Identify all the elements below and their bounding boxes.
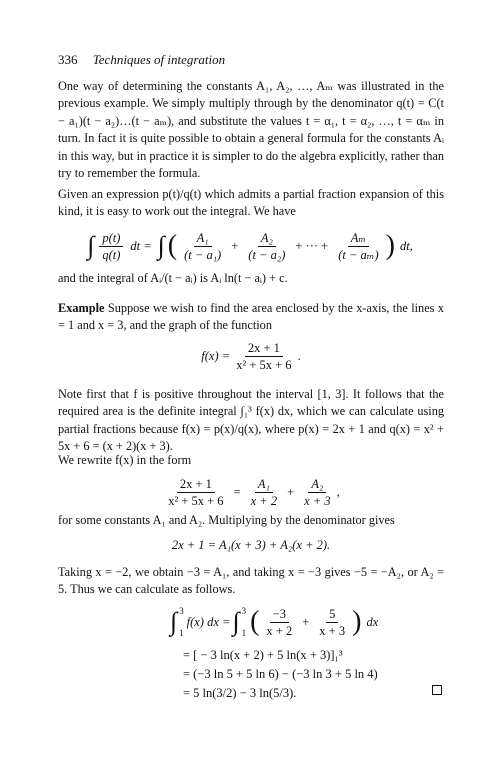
paragraph-constants-multiply: for some constants A₁ and A₂. Multiplying by the denominator gives xyxy=(58,513,395,527)
equation-evaluation-steps: = [ − 3 ln(x + 2) + 5 ln(x + 3)]₁³ = (−3 ln 5 + 5 ln 6) − (−3 ln 3 + 5 ln 4) = 5 ln(3/2) − 3 ln(5/3). xyxy=(183,648,378,700)
paragraph-constants: One way of determining the constants A₁, A₂, …, Aₘ was illustrated in the previous example. We simply multiply through by the denominator q(t) = C(t − a₁)(t − a₂)…(t − aₘ), and substitute the values t = α₁, t = α₂, …, t = αₘ in turn. In fact it is quite possible to obtain a general formula for the constants Aᵢ in this way, but in practice it is simpler to do the algebra explicitly, rather than try to remember the formula. xyxy=(58,79,444,181)
fraction-term-2: $\frac{\text{A₂}}{\text{(t − a₂)}}$ xyxy=(248,230,286,262)
page-number: 336 xyxy=(58,52,78,67)
integral-sign: ∫ xyxy=(157,231,165,260)
paragraph-log-integral: and the integral of Aᵢ/(t − aᵢ) is Aᵢ ln(t − aᵢ) + c. xyxy=(58,271,288,285)
equation-function-f: f(x) = $\frac{2x + 1}{\text{x² + 5x + 6}}$ . xyxy=(201,340,301,372)
fraction-p-over-q: $\frac{p(t)}{q(t)}$ xyxy=(99,231,123,262)
integral-sign: ∫ xyxy=(170,607,178,636)
fraction-term-1: $\frac{\text{A₁}}{\text{(t − a₁)}}$ xyxy=(184,230,222,262)
running-header xyxy=(58,52,225,68)
equation-decomposition: $\frac{2x + 1}{\text{x² + 5x + 6}}$ = $\frac{\text{A₁}}{x + 2}$ + $\frac{\text{A₂}}{x + 3}$ , xyxy=(168,476,340,508)
end-of-proof-box xyxy=(432,685,442,695)
integral-sign: ∫ xyxy=(232,607,240,636)
paragraph-rewrite: We rewrite f(x) in the form xyxy=(58,453,192,467)
integral-sign: ∫ xyxy=(87,231,95,260)
paragraph-solve-constants: Taking x = −2, we obtain −3 = A₁, and taking x = −3 gives −5 = −A₂, or A₂ = 5. Thus we can calculate as follows. xyxy=(58,565,444,597)
paragraph-positive: Note first that f is positive throughout the interval [1, 3]. It follows that the required area is the definite integral ∫₁³ f(x) dx, which we can calculate using partial fractions because f(x) = p(x)/q(x), where p(x) = 2x + 1 and q(x) = x² + 5x + 6 = (x + 2)(x + 3). xyxy=(58,387,444,454)
paragraph-integral-intro: Given an expression p(t)/q(t) which admits a partial fraction expansion of this kind, it is easy to work out the integral. We have xyxy=(58,187,444,219)
equation-multiplied: 2x + 1 = A₁(x + 3) + A₂(x + 2). xyxy=(171,537,331,552)
fraction-term-m: $\frac{\text{Aₘ}}{\text{(t − aₘ)}}$ xyxy=(338,230,379,262)
equation-definite-integral: ∫ 3 1 f(x) dx = ∫ 3 1 ( $\frac{-3}{x + 2}$ + $\frac{5}{x + 3}$ ) dx xyxy=(170,606,379,638)
example-label: Example xyxy=(58,301,105,315)
running-title: Techniques of integration xyxy=(92,52,226,67)
paragraph-example: Example Suppose we wish to find the area enclosed by the x-axis, the lines x = 1 and x = 3, and the graph of the function xyxy=(58,301,444,333)
equation-partial-fraction-integral: ∫ $\frac{p(t)}{q(t)}$ dt = ∫ ( $\frac{\text{A₁}}{\text{(t − a₁)}}$ + $\frac{\text{A₂}}{\text{(t − a₂)}}$ + ··· + $\frac{\text{Aₘ}}{\text{(t − aₘ)}}$ ) dt, xyxy=(87,230,413,262)
fraction-f: $\frac{2x + 1}{\text{x² + 5x + 6}}$ xyxy=(236,340,292,372)
